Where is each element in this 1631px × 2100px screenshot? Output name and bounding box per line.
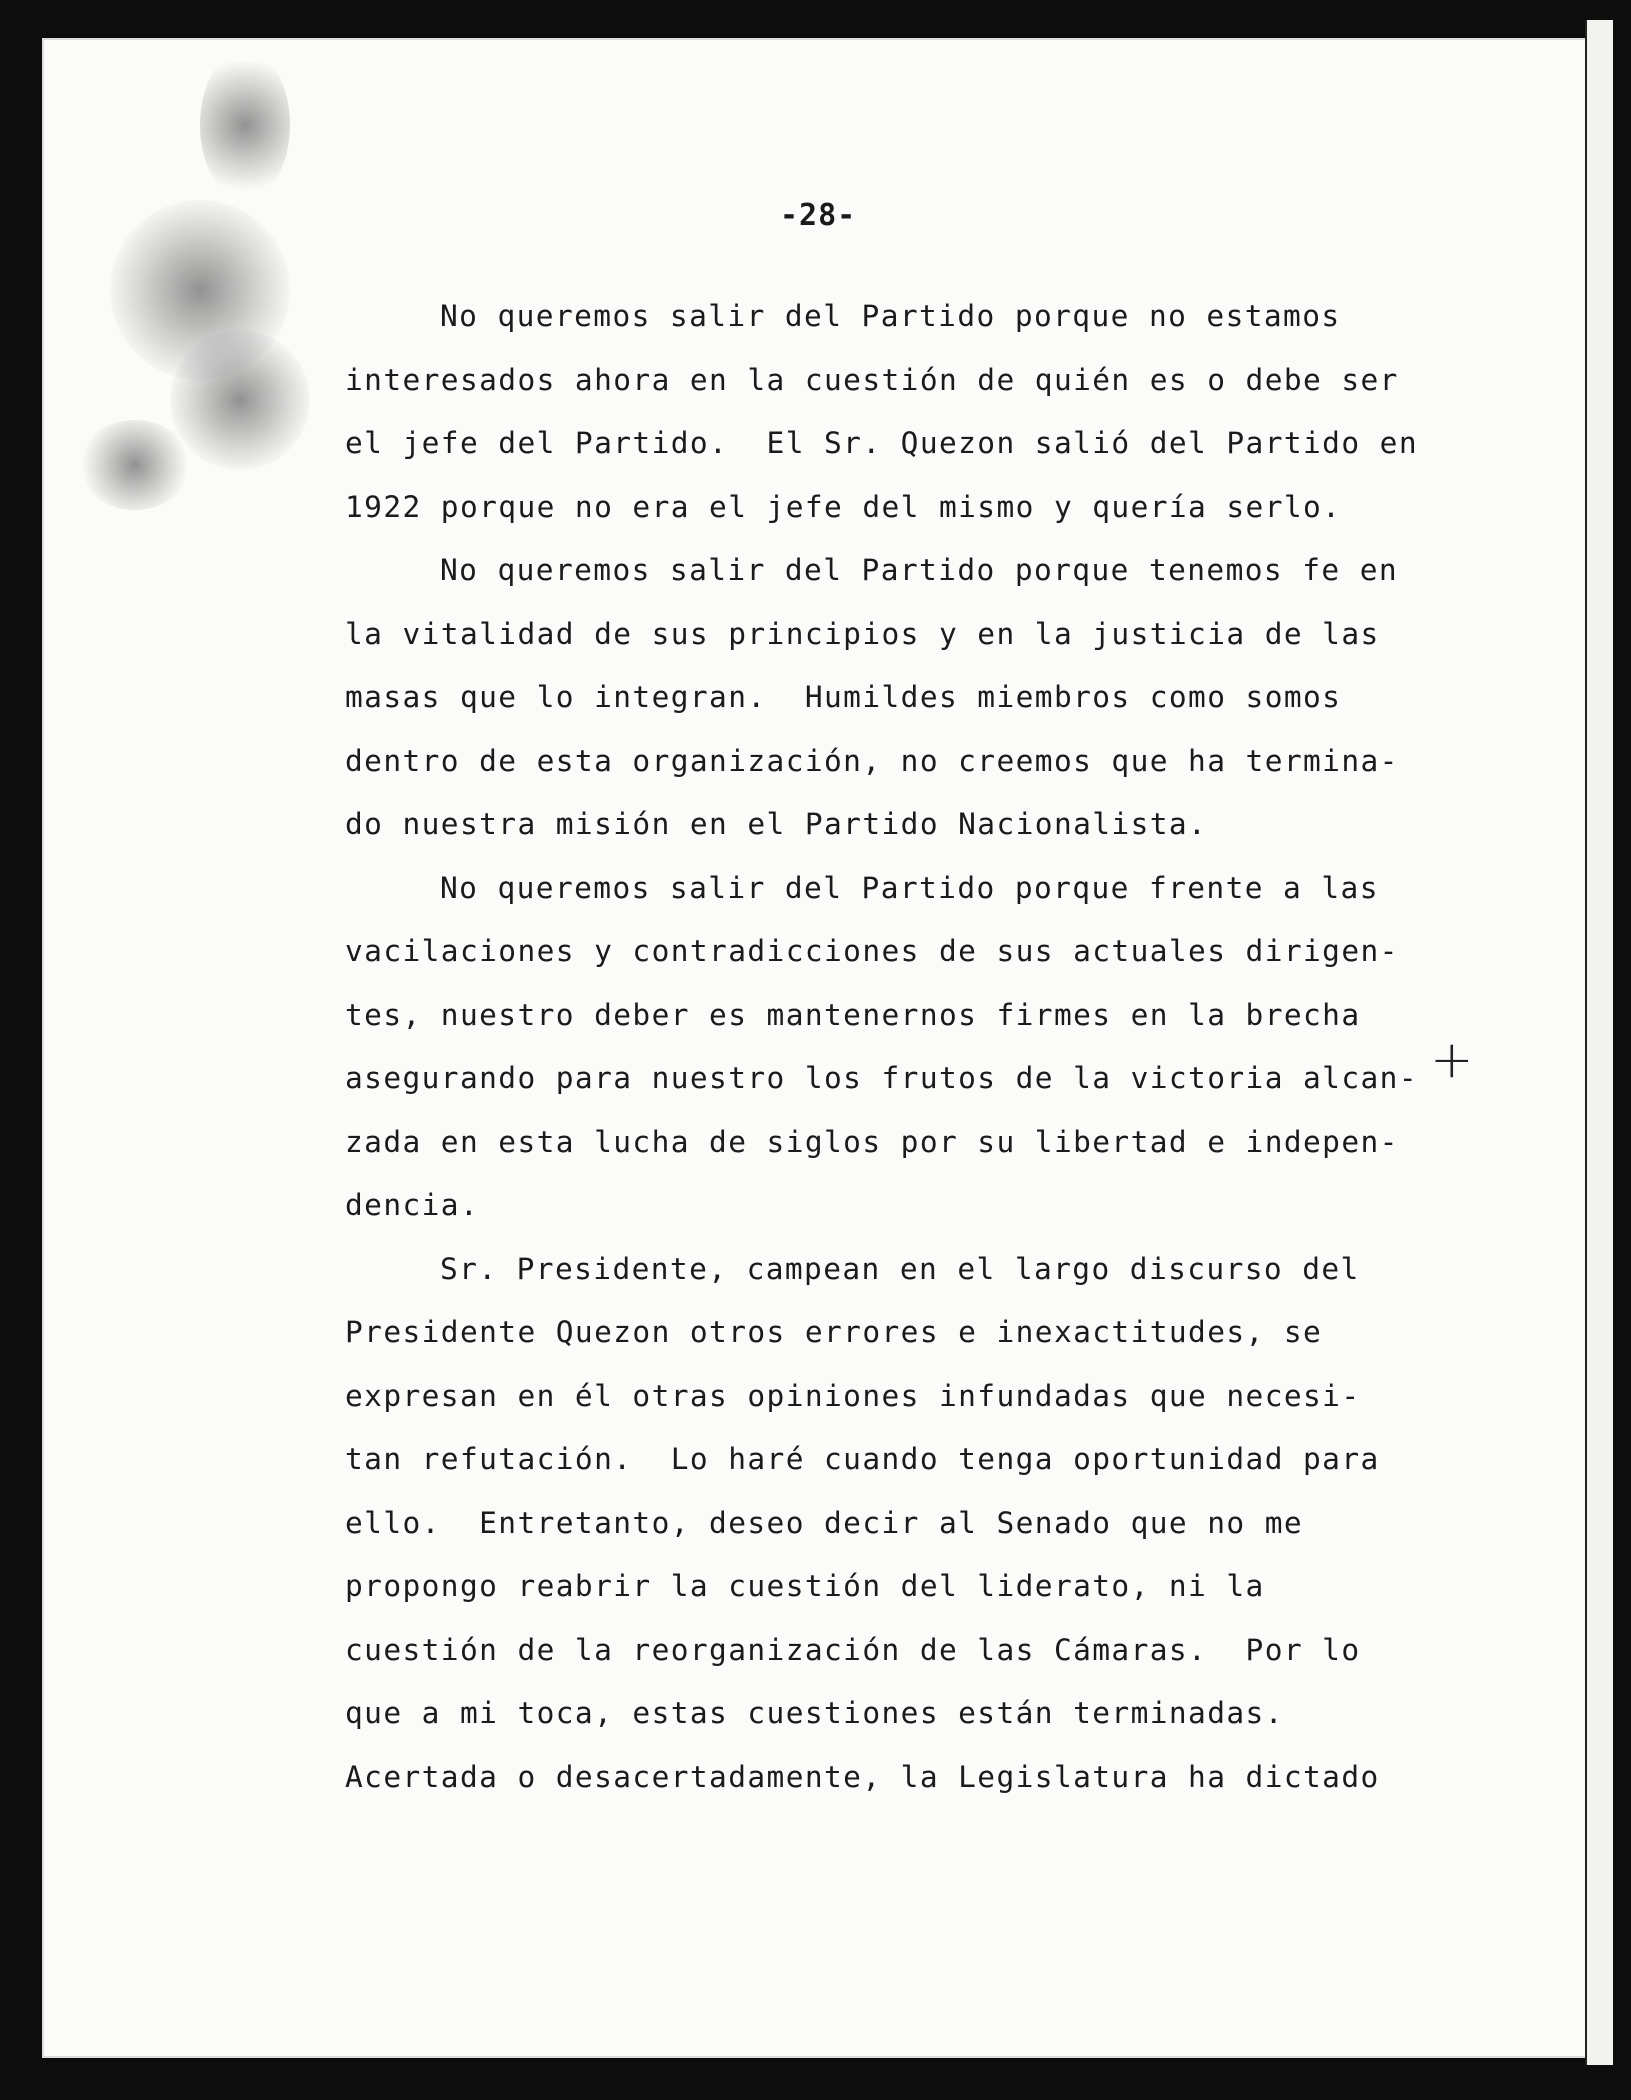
text-line: tes, nuestro deber es mantenernos firmes en la brecha — [345, 997, 1361, 1032]
text-line: 1922 porque no era el jefe del mismo y quería serlo. — [345, 489, 1342, 524]
text-line: Acertada o desacertadamente, la Legislatura ha dictado — [345, 1759, 1380, 1794]
text-line: ello. Entretanto, deseo decir al Senado que no me — [345, 1505, 1304, 1540]
ink-smudge — [80, 420, 190, 510]
body-text — [345, 285, 1445, 1809]
text-line: zada en esta lucha de siglos por su libertad e indepen- — [345, 1124, 1399, 1159]
text-line: dentro de esta organización, no creemos que ha termina- — [345, 743, 1399, 778]
text-line: vacilaciones y contradicciones de sus actuales dirigen- — [345, 934, 1399, 968]
text-line: la vitalidad de sus principios y en la justicia de las — [345, 616, 1380, 651]
text-line: cuestión de la reorganización de las Cámaras. Por lo — [345, 1632, 1361, 1667]
text-line: dencia. — [345, 1188, 480, 1222]
text-line: No queremos salir del Partido porque frente a las — [440, 870, 1379, 905]
text-line: Presidente Quezon otros errores e inexactitudes, se — [345, 1315, 1323, 1349]
text-line: expresan en él otras opiniones infundadas que necesi- — [345, 1378, 1361, 1413]
text-line: el jefe del Partido. El Sr. Quezon salió del Partido en — [345, 426, 1418, 460]
page-number: -28- — [780, 198, 857, 233]
text-line: No queremos salir del Partido porque no estamos — [440, 299, 1341, 333]
text-line: propongo reabrir la cuestión del liderato, ni la — [345, 1569, 1265, 1603]
text-line: do nuestra misión en el Partido Nacionalista. — [345, 807, 1208, 841]
text-line: asegurando para nuestro los frutos de la victoria alcan- — [345, 1061, 1418, 1095]
text-line: tan refutación. Lo haré cuando tenga oportunidad para — [345, 1442, 1380, 1476]
ink-smudge — [170, 330, 310, 470]
text-line: que a mi toca, estas cuestiones están terminadas. — [345, 1696, 1284, 1730]
text-line: interesados ahora en la cuestión de quién es o debe ser — [345, 362, 1399, 397]
ink-smudge — [200, 50, 290, 200]
page-edge — [1585, 20, 1613, 2065]
margin-cross-mark: + — [1430, 1030, 1474, 1090]
text-line: masas que lo integran. Humildes miembros como somos — [345, 680, 1342, 714]
text-line: Sr. Presidente, campean en el largo discurso del — [440, 1251, 1360, 1286]
text-line: No queremos salir del Partido porque tenemos fe en — [440, 553, 1399, 587]
